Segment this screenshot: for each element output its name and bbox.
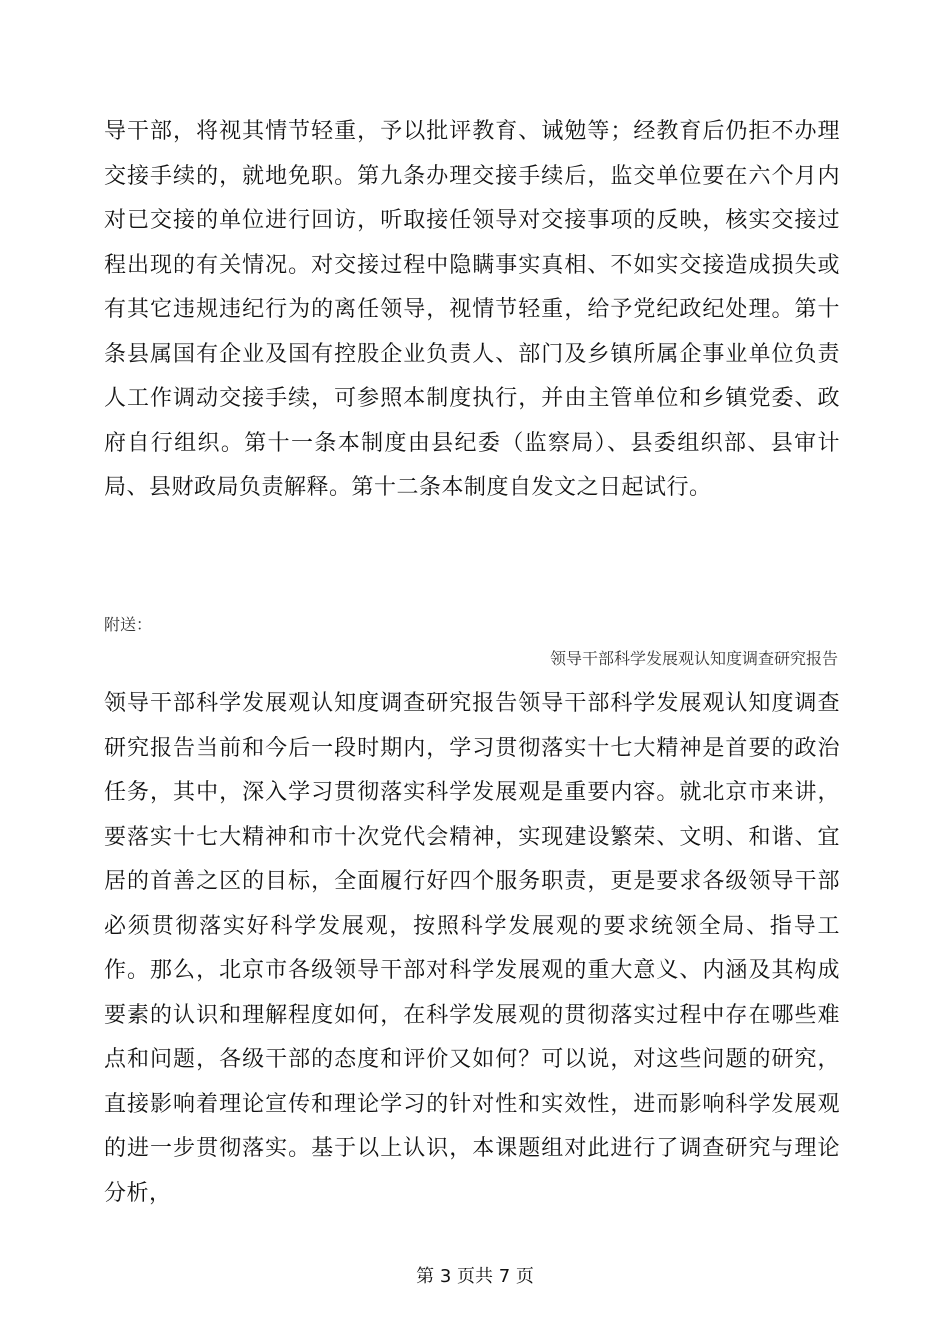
body-paragraph-1: 导干部，将视其情节轻重，予以批评教育、诫勉等；经教育后仍拒不办理交接手续的，就地免职。第九条办理交接手续后，监交单位要在六个月内对已交接的单位进行回访，听取接任领导对交接事项的反映，核实交接过程出现的有关情况。对交接过程中隐瞒事实真相、不如实交接造成损失或有其它违规违纪行为的离任领导，视情节轻重，给予党纪政纪处理。第十条县属国有企业及国有控股企业负责人、部门及乡镇所属企事业单位负责人工作调动交接手续，可参照本制度执行，并由主管单位和乡镇党委、政府自行组织。第十一条本制度由县纪委（监察局）、县委组织部、县审计局、县财政局负责解释。第十二条本制度自发文之日起试行。 — [104, 119, 840, 500]
body-paragraph-2: 领导干部科学发展观认知度调查研究报告领导干部科学发展观认知度调查研究报告当前和今后一段时期内，学习贯彻落实十七大精神是首要的政治任务，其中，深入学习贯彻落实科学发展观是重要内容。就北京市来讲，要落实十七大精神和市十次党代会精神，实现建设繁荣、文明、和谐、宜居的首善之区的目标，全面履行好四个服务职责，更是要求各级领导干部必须贯彻落实好科学发展观，按照科学发展观的要求统领全局、指导工作。那么，北京市各级领导干部对科学发展观的重大意义、内涵及其构成要素的认识和理解程度如何，在科学发展观的贯彻落实过程中存在哪些难点和问题，各级干部的态度和评价又如何？可以说，对这些问题的研究，直接影响着理论宣传和理论学习的针对性和实效性，进而影响科学发展观的进一步贯彻落实。基于以上认识，本课题组对此进行了调查研究与理论分析， — [104, 691, 840, 1206]
report-title: 领导干部科学发展观认知度调查研究报告 — [549, 649, 838, 668]
page-number-footer: 第 3 页共 7 页 — [416, 1266, 534, 1287]
annex-label: 附送： — [104, 615, 153, 634]
